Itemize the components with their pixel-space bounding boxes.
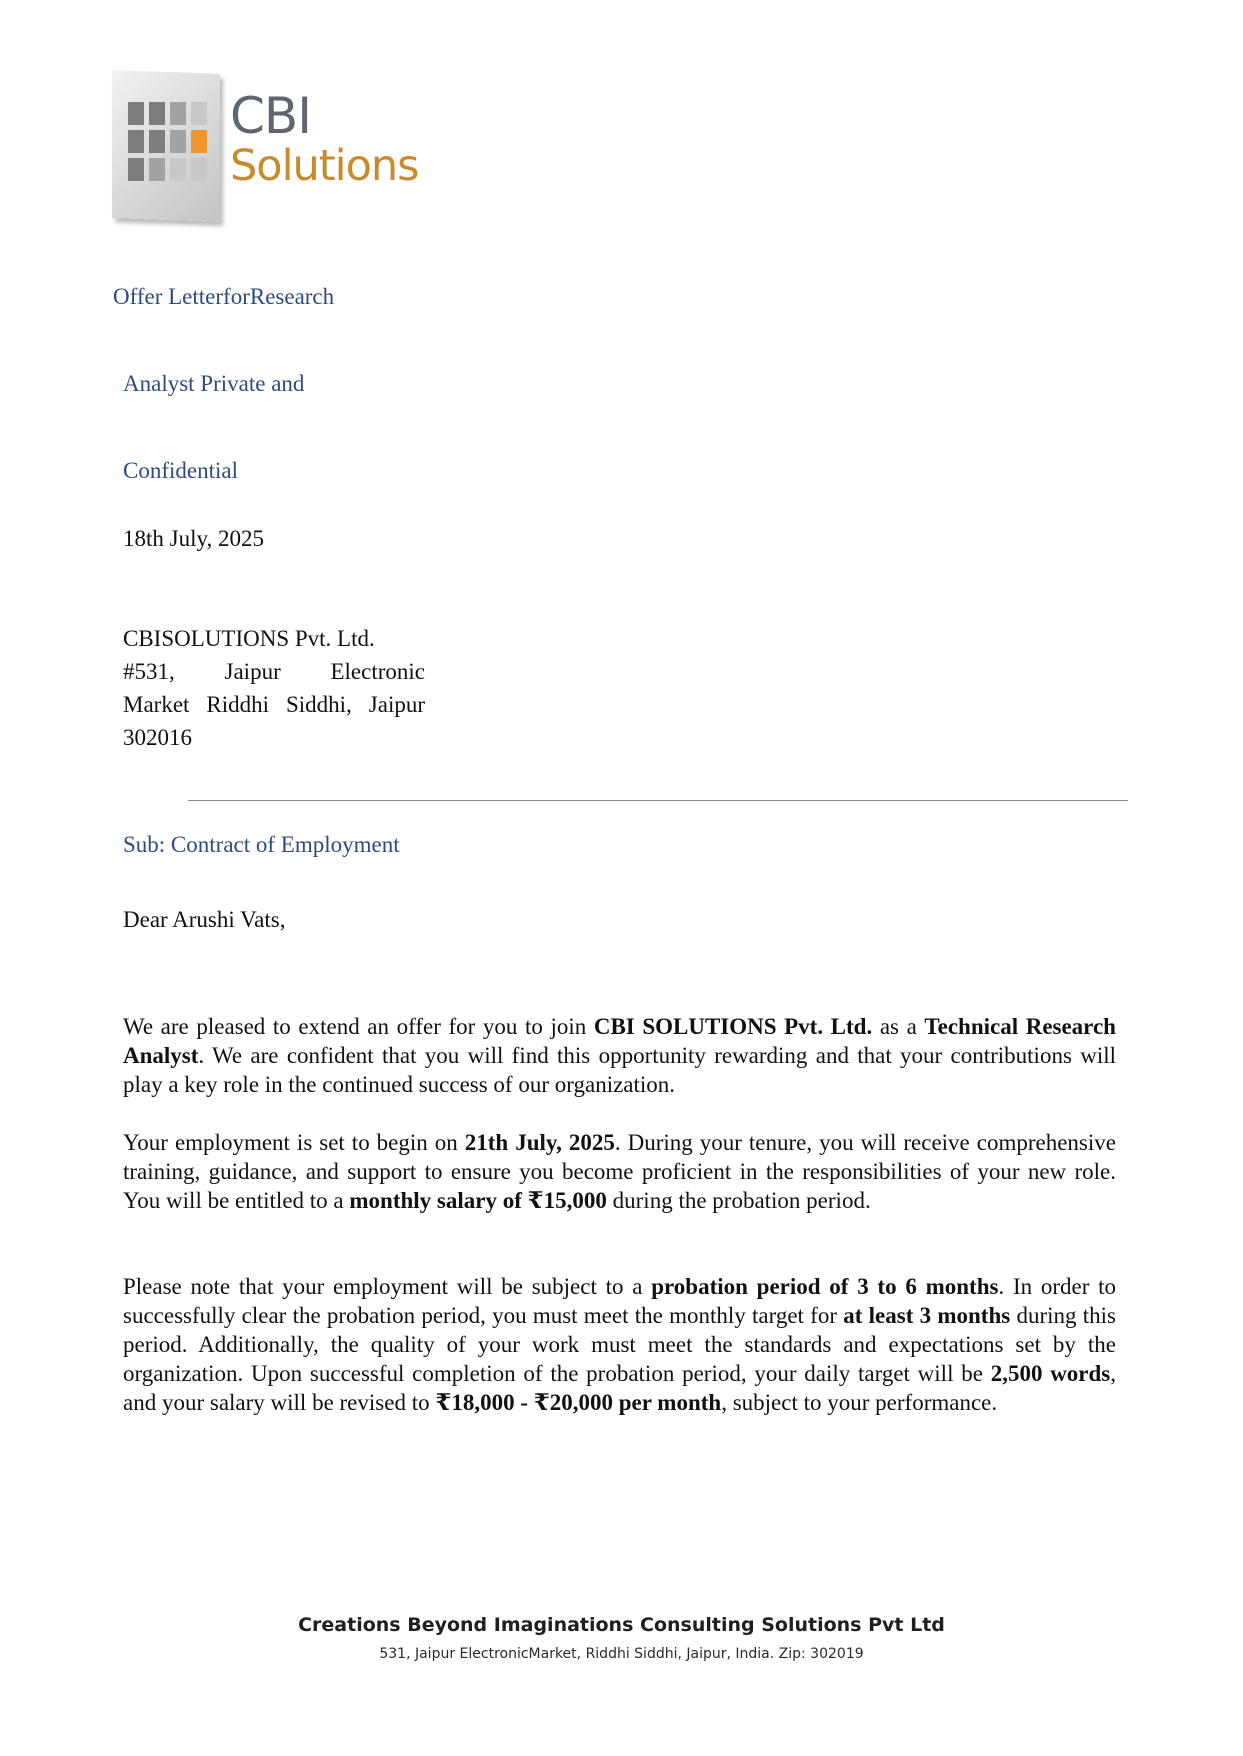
text-span: Please note that your employment will be subject to a (123, 1274, 652, 1299)
letter-date: 18th July, 2025 (123, 526, 264, 551)
target-months-bold: at least 3 months (843, 1303, 1011, 1328)
salutation: Dear Arushi Vats, (123, 907, 286, 932)
address-line-4: 302016 (123, 725, 192, 750)
text-span: as a (872, 1014, 925, 1039)
divider (188, 800, 1128, 801)
address-line-2: #531, Jaipur Electronic (123, 659, 425, 684)
subject-line: Sub: Contract of Employment (123, 832, 400, 857)
heading-line-3: Confidential (123, 458, 238, 483)
logo-text-solutions: Solutions (230, 141, 419, 191)
heading-line-1: Offer LetterforResearch (113, 284, 335, 309)
address-line-3: Market Riddhi Siddhi, Jaipur (123, 692, 425, 717)
text-span: , and your salary will be revised to (123, 1361, 1117, 1415)
logo-grid-icon (128, 102, 207, 181)
paragraph-start-and-salary (123, 1128, 1116, 1215)
heading-line-2: Analyst Private and (123, 371, 305, 396)
paragraph-offer (123, 1012, 1116, 1099)
paragraph-probation (123, 1272, 1116, 1417)
text-span: . In order to successfully clear the probation period, you must meet the monthly target for (123, 1274, 1117, 1328)
text-span: Your employment is set to begin on (123, 1130, 465, 1155)
logo-text-cbi: CBI (230, 87, 311, 145)
company-address (123, 622, 425, 754)
text-span: during this period. Additionally, the quality of your work must meet the standards and expectations set by the organization. Upon successful completion of the probation period, your daily target will be (123, 1303, 1116, 1386)
text-span: during the probation period. (606, 1188, 871, 1213)
daily-target-bold: 2,500 words (990, 1361, 1111, 1386)
text-span: . We are confident that you will find this opportunity rewarding and that your contributions will play a key role in the continued success of our organization. (123, 1043, 1116, 1097)
text-span: . During your tenure, you will receive comprehensive training, guidance, and support to ensure you become proficient in the responsibilities of your new role. You will be entitled to a (123, 1130, 1116, 1213)
footer-address: 531, Jaipur ElectronicMarket, Riddhi Siddhi, Jaipur, India. Zip: 302019 (379, 1646, 864, 1662)
job-title-bold: Technical Research Analyst (123, 1014, 1116, 1068)
footer-company-name: Creations Beyond Imaginations Consulting Solutions Pvt Ltd (298, 1614, 945, 1636)
start-date-bold: 21th July, 2025 (464, 1130, 615, 1155)
company-logo (112, 72, 432, 232)
salary-bold: monthly salary of ₹15,000 (349, 1188, 607, 1213)
company-name-bold: CBI SOLUTIONS Pvt. Ltd. (593, 1014, 873, 1039)
text-span: We are pleased to extend an offer for you to join (123, 1014, 594, 1039)
address-line-1: CBISOLUTIONS Pvt. Ltd. (123, 626, 375, 651)
revised-salary-bold: ₹18,000 - ₹20,000 per month (435, 1390, 722, 1415)
probation-period-bold: probation period of 3 to 6 months (651, 1274, 999, 1299)
text-span: , subject to your performance. (721, 1390, 998, 1415)
